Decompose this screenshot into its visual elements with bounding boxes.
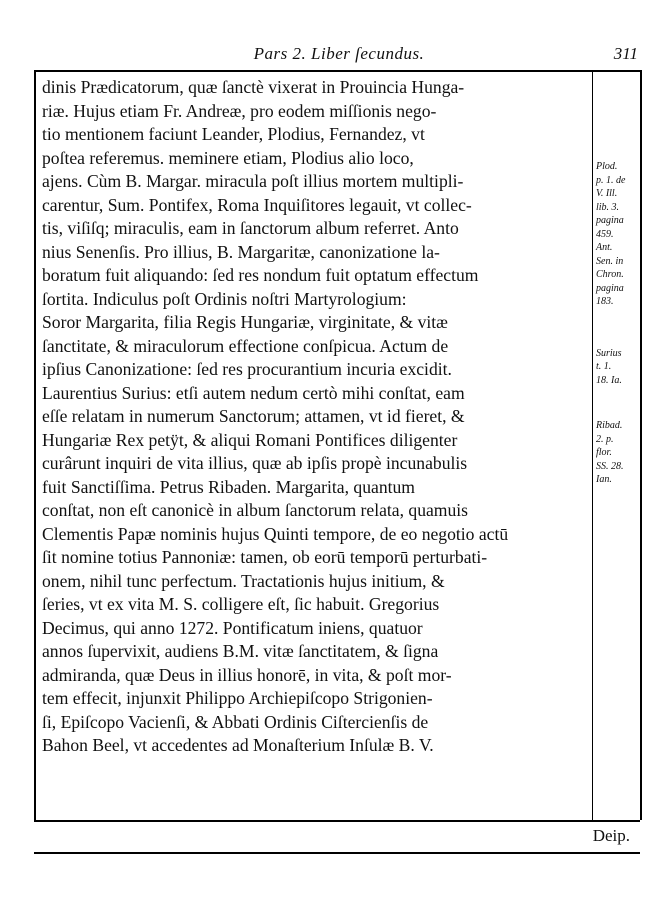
text-line: riæ. Hujus etiam Fr. Andreæ, pro eodem miſſionis nego- — [42, 100, 437, 121]
margin-note-line: p. 1. de — [596, 174, 626, 186]
frame-right-rule — [640, 70, 642, 820]
text-line: fuit Sanctiſſima. Petrus Ribaden. Margarita, quantum — [42, 476, 415, 497]
text-line: Bahon Beel, vt accedentes ad Monaſterium Inſulæ B. V. — [42, 735, 434, 755]
margin-note-line: Ant. — [596, 242, 613, 253]
main-text-column — [42, 76, 590, 758]
text-line: Hungariæ Rex petÿt, & aliqui Romani Pontifices diligenter — [42, 429, 458, 450]
text-line: boratum fuit aliquando: ſed res nondum fuit optatum effectum — [42, 265, 479, 285]
margin-note-line: SS. 28. — [596, 460, 624, 472]
text-line: tio mentionem faciunt Leander, Plodius, Fernandez, vt — [42, 124, 425, 144]
text-line: Clementis Papæ nominis hujus Quinti tempore, de eo negotio actū — [42, 523, 509, 544]
margin-note-line: 18. Ia. — [596, 374, 622, 386]
margin-note-line: V. Ill. — [596, 188, 618, 199]
text-line: nius Senenſis. Pro illius, B. Margaritæ, canonizatione la- — [42, 241, 440, 262]
marginal-notes — [596, 160, 638, 499]
text-line: admiranda, quæ Deus in illius honorē, in vita, & poſt mor- — [42, 664, 452, 685]
text-line: ſortita. Indiculus poſt Ordinis noſtri Martyrologium: — [42, 288, 407, 309]
margin-note-line: lib. 3. — [596, 201, 620, 213]
text-line: ajens. Cùm B. Margar. miracula poſt illius mortem multipli- — [42, 171, 464, 191]
margin-note-plodius — [596, 160, 638, 309]
text-line: eſſe relatam in numerum Sanctorum; attamen, vt id fieret, & — [42, 406, 465, 426]
footer-rule — [34, 852, 640, 854]
frame-bottom-rule — [34, 820, 640, 822]
text-line: poſtea referemus. meminere etiam, Plodius alio loco, — [42, 147, 414, 168]
text-line: annos ſupervixit, audiens B.M. vitæ ſanctitatem, & ſigna — [42, 641, 439, 661]
margin-note-line: 183. — [596, 296, 614, 307]
text-line: conſtat, non eſt canonicè in album ſanctorum relata, quamuis — [42, 500, 469, 520]
page-header — [36, 44, 642, 70]
text-line: dinis Prædicatorum, quæ ſanctè vixerat in Prouincia Hunga- — [42, 77, 465, 97]
catchword: Deip. — [592, 826, 630, 845]
text-line: carentur, Sum. Pontifex, Roma Inquiſitores legauit, vt collec- — [42, 194, 472, 215]
text-line: ipſius Canonizatione: ſed res procurantium incuria excidit. — [42, 359, 452, 379]
text-line: ſanctitate, & miraculorum effectione conſpicua. Actum de — [42, 335, 449, 356]
text-line: onem, nihil tunc perfectum. Tractationis hujus initium, & — [42, 570, 445, 591]
text-line: ſeries, vt ex vita M. S. colligere eſt, ſic habuit. Gregorius — [42, 594, 440, 614]
running-head: Pars 2. Liber ſecundus. — [253, 44, 425, 63]
margin-note-line: Surius — [596, 347, 622, 359]
margin-note-ribadeneira — [596, 419, 638, 487]
margin-note-line: pagina — [596, 282, 624, 294]
margin-note-line: 2. p. — [596, 433, 614, 445]
margin-column-divider — [592, 70, 593, 820]
margin-note-line: Ribad. — [596, 420, 623, 431]
text-line: Laurentius Surius: etſi autem nedum certò mihi conſtat, eam — [42, 382, 465, 403]
margin-note-line: Chron. — [596, 269, 624, 280]
text-line: Decimus, qui anno 1272. Pontificatum iniens, quatuor — [42, 617, 423, 638]
frame-top-rule — [34, 70, 640, 72]
margin-note-line: Ian. — [596, 474, 612, 485]
margin-note-line: t. 1. — [596, 361, 612, 372]
frame-left-rule — [34, 70, 36, 820]
page-number: 311 — [613, 44, 638, 63]
text-line: Soror Margarita, filia Regis Hungariæ, virginitate, & vitæ — [42, 312, 448, 332]
text-line: ſit nomine totius Pannoniæ: tamen, ob eorū temporū perturbati- — [42, 547, 488, 567]
margin-note-line: Sen. in — [596, 255, 624, 267]
text-line: ſi, Epiſcopo Vacienſi, & Abbati Ordinis Ciſtercienſis de — [42, 711, 429, 732]
margin-note-surius — [596, 347, 638, 388]
margin-note-line: Plod. — [596, 161, 618, 172]
margin-note-line: 459. — [596, 228, 614, 240]
margin-note-line: flor. — [596, 447, 612, 458]
text-line: tis, viſiſq; miraculis, eam in ſanctorum album referret. Anto — [42, 218, 459, 238]
margin-note-line: pagina — [596, 215, 624, 226]
text-line: tem effecit, injunxit Philippo Archiepiſcopo Strigonien- — [42, 688, 433, 708]
text-line: curârunt inquiri de vita illius, quæ ab ipſis propè incunabulis — [42, 453, 468, 473]
